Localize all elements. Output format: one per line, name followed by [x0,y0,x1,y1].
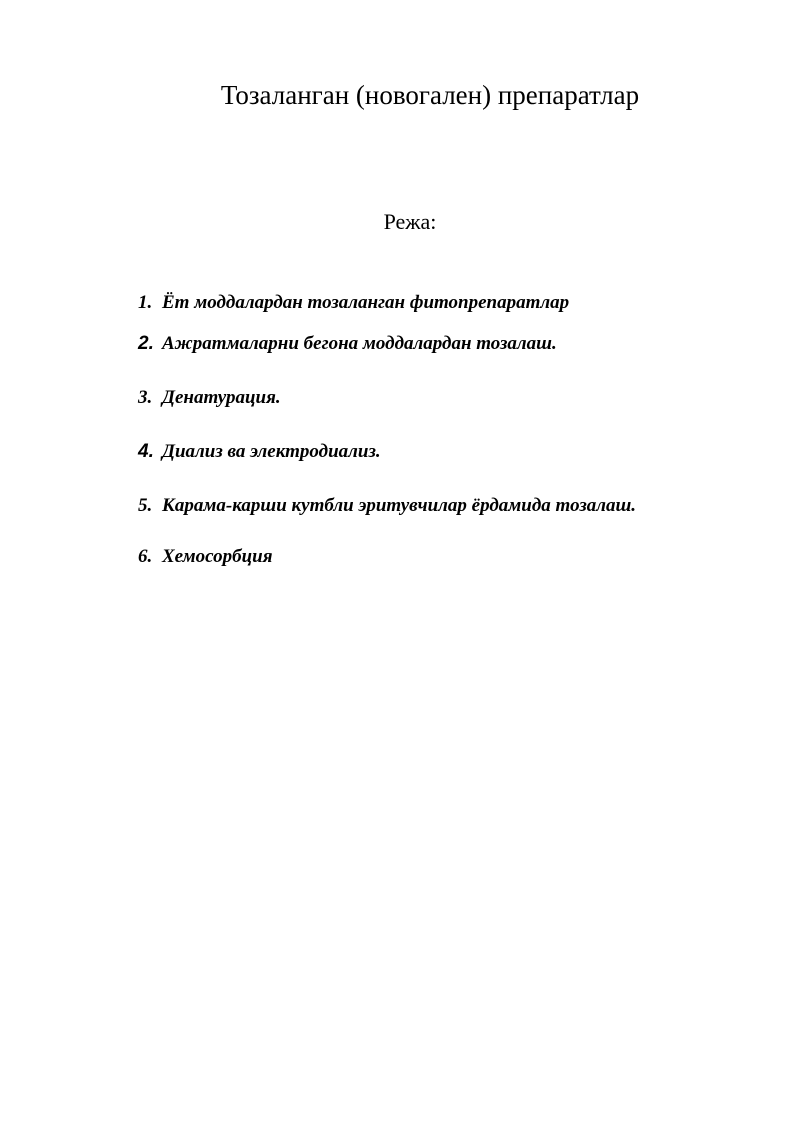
plan-item-text: Хемосорбция [162,546,273,567]
plan-item-number: 3. [138,387,153,408]
plan-item-6 [138,545,273,569]
plan-item-number: 5. [138,495,153,516]
plan-item-number: 4. [138,441,154,462]
document-title: Тозаланган (новогален) препаратлар [220,80,640,110]
plan-item-text: Денатурация. [162,387,281,408]
plan-item-text: Ажратмаларни бегона моддалардан тозалаш. [162,333,557,354]
plan-item-number: 2. [138,333,154,354]
plan-item-5 [138,494,636,518]
plan-item-3 [138,386,281,410]
plan-item-number: 1. [138,292,153,313]
plan-item-4 [138,440,381,464]
plan-item-number: 6. [138,546,153,567]
plan-heading: Режа: [383,209,437,234]
plan-item-2 [138,332,557,356]
plan-item-text: Диализ ва электродиализ. [162,441,381,462]
plan-item-1 [138,291,569,315]
plan-item-text: Ёт моддалардан тозаланган фитопрепаратлар [162,292,570,313]
plan-item-text: Карама-карши кутбли эритувчилар ёрдамида тозалаш. [162,495,637,516]
